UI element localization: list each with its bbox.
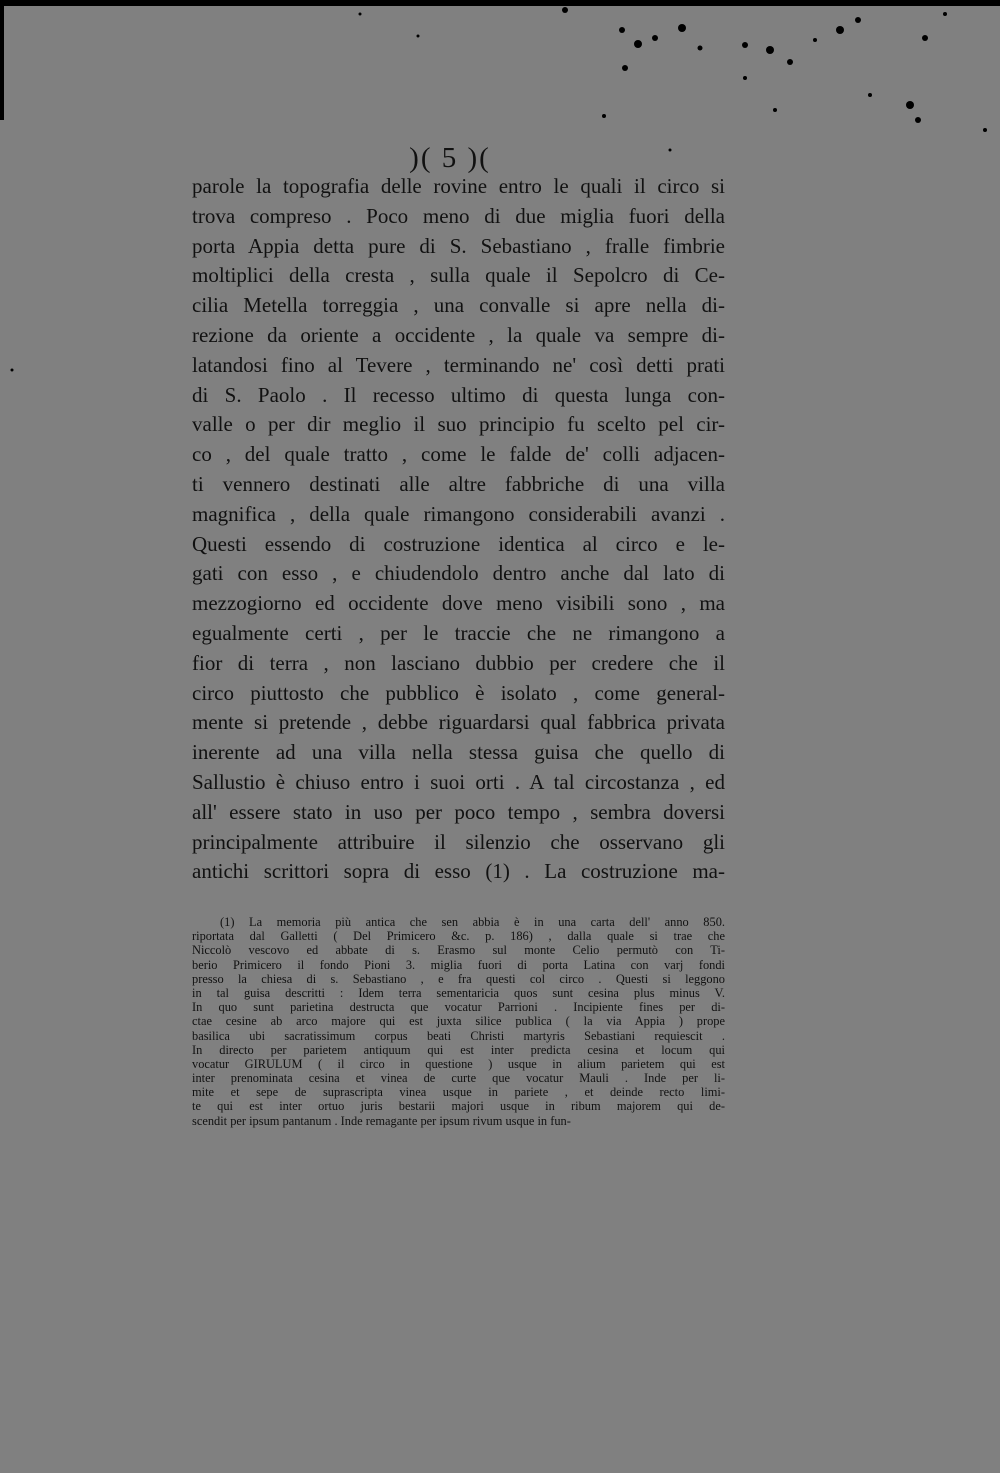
body-text-line: principalmente attribuire il silenzio che osservano gli [192,829,725,854]
body-text-line: porta Appia detta pure di S. Sebastiano , fralle fimbrie [192,233,725,258]
body-text-line: moltiplici della cresta , sulla quale il Sepolcro di Ce- [192,263,725,288]
body-text-line: valle o per dir meglio il suo principio fu scelto pel cir- [192,412,725,437]
body-text-line: antichi scrittori sopra di esso (1) . La costruzione ma- [192,859,725,884]
body-text-line: inerente ad una villa nella stessa guisa che quello di [192,740,725,765]
body-text-line: Sallustio è chiuso entro i suoi orti . A tal circostanza , ed [192,769,725,794]
footnote-line: te qui est inter ortuo juris bestarii majori usque in ribum majorem qui de- [192,1099,725,1114]
body-text-line: cilia Metella torreggia , una convalle si apre nella di- [192,293,725,318]
footnote-line: mite et sepe de suprascripta vinea usque in pariete , et deinde recto limi- [192,1085,725,1100]
body-text-line: Questi essendo di costruzione identica al circo e le- [192,531,725,556]
footnote-line: in tal guisa descritti : Idem terra sementaricia quos sunt cesina plus minus V. [192,985,725,1000]
footnote-line: In quo sunt parietina destructa que vocatur Parrioni . Incipiente fines per di- [192,1000,725,1015]
body-text-line: rezione da oriente a occidente , la quale va sempre di- [192,322,725,347]
body-text-line: fior di terra , non lasciano dubbio per credere che il [192,650,725,675]
body-text-line: all' essere stato in uso per poco tempo , sembra doversi [192,799,725,824]
footnote-line: inter prenominata cesina et vinea de curte que vocatur Mauli . Inde per li- [192,1071,725,1086]
body-text-line: ti vennero destinati alle altre fabbriche di una villa [192,471,725,496]
page-number: )( 5 )( [409,142,491,174]
footnote-line: presso la chiesa di s. Sebastiano , e fra questi col circo . Questi si leggono [192,971,725,986]
footnote-line: vocatur GIRULUM ( il circo in questione ) usque in alium parietem qui est [192,1056,725,1071]
body-text-line: circo piuttosto che pubblico è isolato , come general- [192,680,725,705]
body-text-line: di S. Paolo . Il recesso ultimo di questa lunga con- [192,382,725,407]
footnote-line: scendit per ipsum pantanum . Inde remagante per ipsum rivum usque in fun- [192,1113,571,1128]
footnote-line: basilica ubi sacratissimum corpus beati Christi martyris Sebastiani requiescit . [192,1028,725,1043]
body-text [192,172,725,887]
footnote-line: ctae cesine ab arco majore qui est juxta silice publica ( la via Appia ) prope [192,1014,725,1029]
body-text-line: parole la topografia delle rovine entro le quali il circo si [192,174,725,198]
footnote-line: Niccolò vescovo ed abbate di s. Erasmo sul monte Celio permutò con Ti- [192,943,725,958]
footnote-line: berio Primicero il fondo Pioni 3. miglia fuori di porta Latina con varj fondi [192,957,725,972]
body-text-line: mente si pretende , debbe riguardarsi qual fabbrica privata [192,710,725,735]
footnote-line: (1) La memoria più antica che sen abbia è in una carta dell' anno 850. [220,915,725,929]
body-text-line: egualmente certi , per le traccie che ne rimangono a [192,620,725,645]
footnote [192,915,725,1128]
body-text-line: trova compreso . Poco meno di due miglia fuori della [192,203,725,228]
footnote-line: In directo per parietem antiquum qui est inter predicta cesina et locum qui [192,1042,725,1057]
body-text-line: gati con esso , e chiudendolo dentro anche dal lato di [192,561,725,586]
body-text-line: magnifica , della quale rimangono considerabili avanzi . [192,501,725,526]
body-text-line: co , del quale tratto , come le falde de' colli adjacen- [192,442,725,467]
body-text-line: latandosi fino al Tevere , terminando ne' così detti prati [192,352,725,377]
body-text-line: mezzogiorno ed occidente dove meno visibili sono , ma [192,591,725,616]
footnote-line: riportata dal Galletti ( Del Primicero &c. p. 186) , dalla quale si trae che [192,929,725,944]
